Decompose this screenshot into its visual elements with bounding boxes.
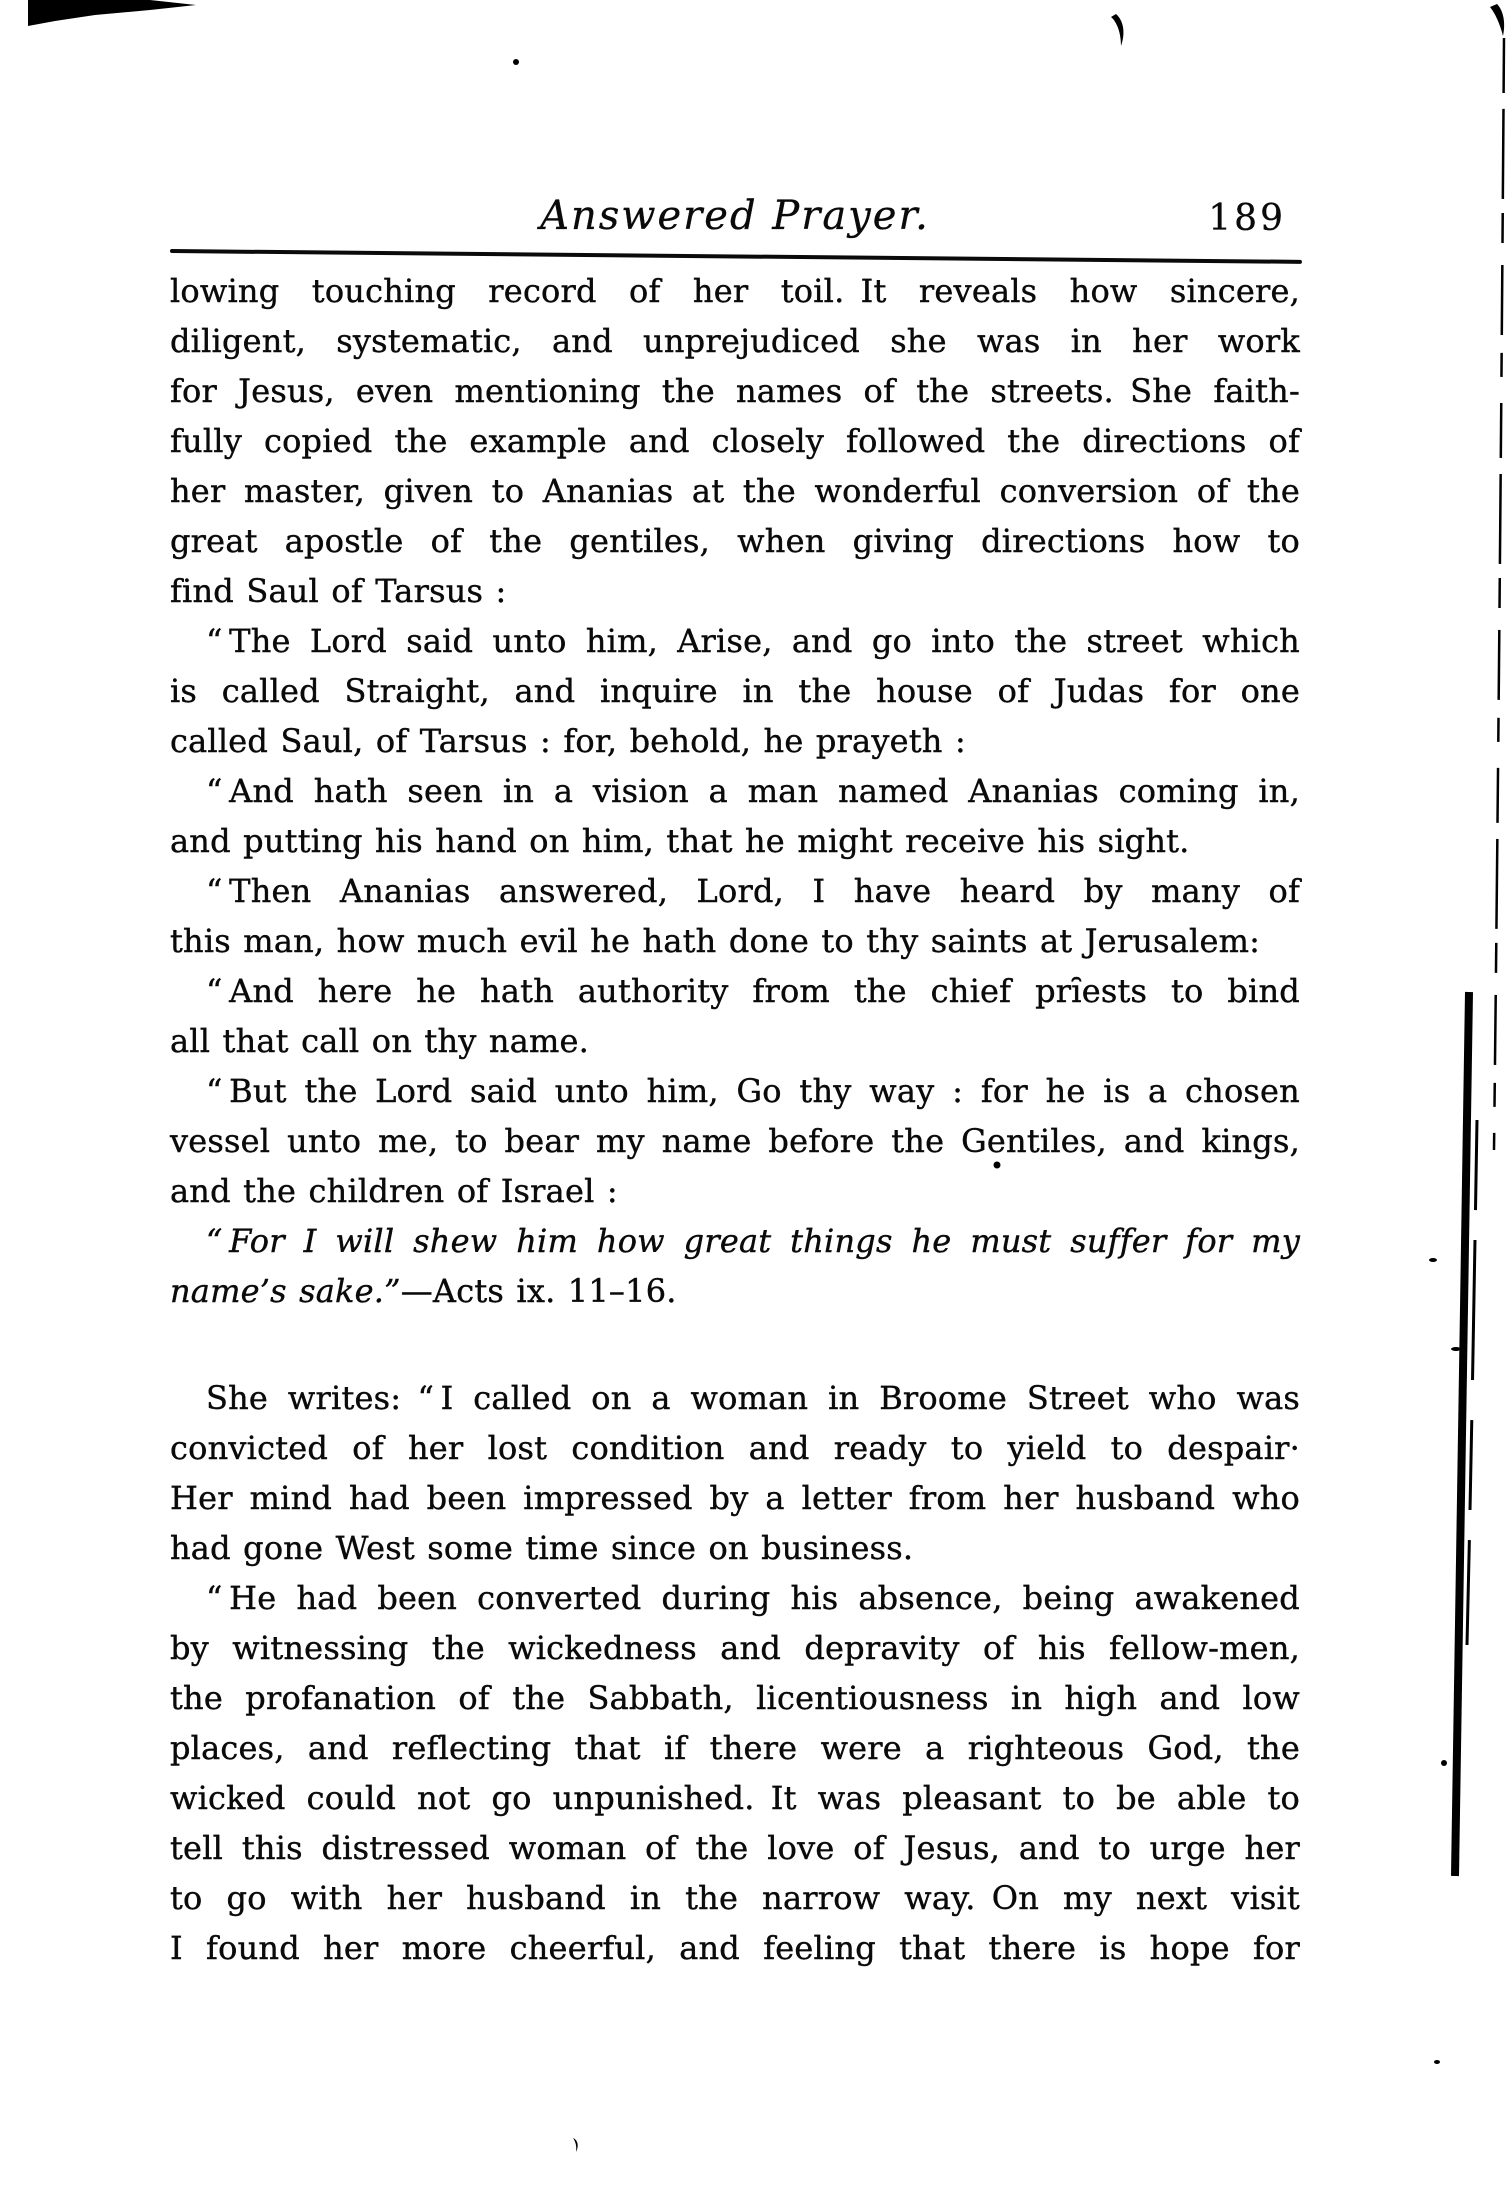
text-segment: all that call on thy name. xyxy=(170,1022,590,1060)
text-line xyxy=(170,266,1300,316)
text-line xyxy=(170,1723,1300,1773)
text-segment: fully copied the example and closely followed the directions of xyxy=(170,422,1300,460)
text-line xyxy=(170,1923,1300,1973)
paragraph xyxy=(170,866,1300,966)
corner-smudge xyxy=(28,0,196,26)
paragraph xyxy=(170,1373,1300,1573)
speck xyxy=(1429,1258,1437,1262)
speck xyxy=(1441,1760,1447,1766)
paragraph xyxy=(170,266,1300,616)
text-segment: diligent, systematic, and unprejudiced she was in her work xyxy=(170,322,1300,360)
text-line xyxy=(170,616,1300,666)
page-edge-line-echo xyxy=(1467,1120,1477,1645)
text-segment: and the children of Israel : xyxy=(170,1172,618,1210)
paragraph xyxy=(170,966,1300,1066)
text-line xyxy=(170,1373,1300,1423)
text-line xyxy=(170,766,1300,816)
text-segment: for Jesus, even mentioning the names of the streets. She faith- xyxy=(170,372,1300,410)
text-segment: “ And hath seen in a vision a man named Ananias coming in, xyxy=(206,772,1300,810)
text-line xyxy=(170,1473,1300,1523)
text-segment: places, and reflecting that if there were a righteous God, the xyxy=(170,1729,1300,1767)
text-line xyxy=(170,1523,1300,1573)
text-segment: tell this distressed woman of the love of Jesus, and to urge her xyxy=(170,1829,1300,1867)
page-number: 189 xyxy=(1208,198,1286,239)
speck xyxy=(573,2138,578,2152)
text-segment: lowing touching record of her toil. It reveals how sincere, xyxy=(170,272,1300,310)
page-edge-line-thick xyxy=(1455,992,1469,1876)
text-segment: I found her more cheerful, and feeling that there is hope for xyxy=(170,1929,1300,1967)
running-header-title: Answered Prayer. xyxy=(540,193,930,239)
text-line xyxy=(170,1216,1300,1266)
header-rule xyxy=(170,249,1302,264)
text-segment: the profanation of the Sabbath, licentiousness in high and low xyxy=(170,1679,1300,1717)
text-line xyxy=(170,1873,1300,1923)
text-segment: to go with her husband in the narrow way. On my next visit xyxy=(170,1879,1300,1917)
speck xyxy=(1434,2060,1440,2064)
text-line xyxy=(170,566,1300,616)
italic-text: name’s sake.” xyxy=(170,1272,401,1310)
text-line xyxy=(170,916,1300,966)
italic-text: “ For I will shew him how great things he must suffer for my xyxy=(206,1222,1300,1260)
text-segment: her master, given to Ananias at the wonderful conversion of the xyxy=(170,472,1300,510)
text-line xyxy=(170,1066,1300,1116)
text-segment: “ Then Ananias answered, Lord, I have heard by many of xyxy=(206,872,1300,910)
text-segment: by witnessing the wickedness and depravity of his fellow-men, xyxy=(170,1629,1300,1667)
text-segment: this man, how much evil he hath done to thy saints at Jerusalem: xyxy=(170,922,1261,960)
text-segment: “ He had been converted during his absence, being awakened xyxy=(206,1579,1300,1617)
paragraph xyxy=(170,766,1300,866)
text-segment: “ The Lord said unto him, Arise, and go into the street which xyxy=(206,622,1300,660)
text-line xyxy=(170,416,1300,466)
text-segment: —Acts ix. 11–16. xyxy=(400,1272,677,1310)
page-edge-line-thin xyxy=(1494,38,1504,1150)
paragraph xyxy=(170,616,1300,766)
text-line xyxy=(170,1423,1300,1473)
text-segment: had gone West some time since on business. xyxy=(170,1529,914,1567)
text-line xyxy=(170,1116,1300,1166)
text-line xyxy=(170,966,1300,1016)
text-segment: great apostle of the gentiles, when giving directions how to xyxy=(170,522,1300,560)
text-segment: convicted of her lost condition and ready to yield to despair· xyxy=(170,1429,1300,1467)
text-segment: is called Straight, and inquire in the house of Judas for one xyxy=(170,672,1300,710)
text-line xyxy=(170,716,1300,766)
text-line xyxy=(170,516,1300,566)
text-line xyxy=(170,866,1300,916)
speck xyxy=(1451,1347,1461,1351)
text-line xyxy=(170,816,1300,866)
text-line xyxy=(170,1623,1300,1673)
text-segment: and putting his hand on him, that he might receive his sight. xyxy=(170,822,1190,860)
text-segment: “ But the Lord said unto him, Go thy way : for he is a chosen xyxy=(206,1072,1300,1110)
text-segment: Her mind had been impressed by a letter from her husband who xyxy=(170,1479,1300,1517)
text-line xyxy=(170,466,1300,516)
paragraph xyxy=(170,1573,1300,1973)
page-body xyxy=(170,266,1300,1973)
text-line xyxy=(170,1016,1300,1066)
text-line xyxy=(170,1823,1300,1873)
text-line xyxy=(170,1573,1300,1623)
text-segment: She writes: “ I called on a woman in Broome Street who was xyxy=(206,1379,1300,1417)
text-line xyxy=(170,1773,1300,1823)
text-segment: find Saul of Tarsus : xyxy=(170,572,507,610)
paragraph xyxy=(170,1216,1300,1316)
text-line xyxy=(170,1673,1300,1723)
edge-curl xyxy=(1490,4,1504,36)
text-line xyxy=(170,666,1300,716)
text-line xyxy=(170,1166,1300,1216)
speck xyxy=(513,59,519,65)
text-line xyxy=(170,1266,1300,1316)
text-segment: called Saul, of Tarsus : for, behold, he prayeth : xyxy=(170,722,966,760)
ink-fleck xyxy=(1111,14,1123,46)
text-segment: wicked could not go unpunished. It was pleasant to be able to xyxy=(170,1779,1300,1817)
text-line xyxy=(170,316,1300,366)
running-header xyxy=(170,192,1300,242)
text-segment: vessel unto me, to bear my name before the Gentiles, and kings, xyxy=(170,1122,1300,1160)
text-segment: “ And here he hath authority from the chief prȋests to bind xyxy=(206,972,1300,1010)
paragraph xyxy=(170,1066,1300,1216)
text-line xyxy=(170,366,1300,416)
